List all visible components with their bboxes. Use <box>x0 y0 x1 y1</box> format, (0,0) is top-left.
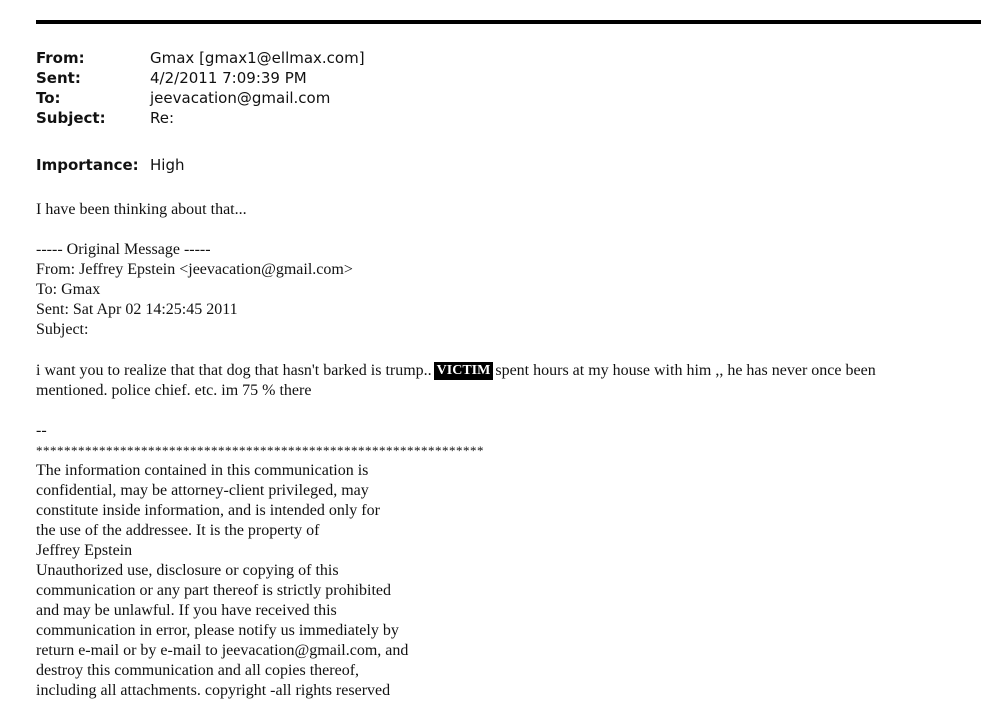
email-header <box>36 48 365 128</box>
disclaimer-line: and may be unlawful. If you have received this <box>36 602 337 619</box>
disclaimer-line: destroy this communication and all copies thereof, <box>36 662 360 679</box>
from-row <box>36 48 365 68</box>
message-body <box>36 361 876 401</box>
disclaimer-line: The information contained in this communication is <box>36 462 369 479</box>
original-divider: ----- Original Message ----- <box>36 241 211 258</box>
disclaimer-line: Unauthorized use, disclosure or copying of this <box>36 562 339 579</box>
subject-row <box>36 108 365 128</box>
message-part-1: i want you to realize that that dog that hasn't barked is trump.. <box>36 362 432 379</box>
signature-block <box>36 421 484 701</box>
subject-value: Re: <box>150 109 175 127</box>
importance-label: Importance: <box>36 156 139 174</box>
original-to: To: Gmax <box>36 281 101 298</box>
disclaimer-line: communication in error, please notify us immediately by <box>36 622 399 639</box>
original-from: From: Jeffrey Epstein <jeevacation@gmail.com> <box>36 261 353 278</box>
reply-text: I have been thinking about that... <box>36 201 247 218</box>
sent-row <box>36 68 365 88</box>
message-line-2: mentioned. police chief. etc. im 75 % there <box>36 382 312 399</box>
to-row <box>36 88 365 108</box>
from-label: From: <box>36 49 85 67</box>
disclaimer-line: the use of the addressee. It is the property of <box>36 522 320 539</box>
redaction-box: VICTIM <box>434 362 494 380</box>
signature-stars: **************************************************************** <box>36 443 484 458</box>
original-subject: Subject: <box>36 321 89 338</box>
disclaimer-line: Jeffrey Epstein <box>36 542 133 559</box>
disclaimer-line: including all attachments. copyright -all rights reserved <box>36 682 391 699</box>
sent-value: 4/2/2011 7:09:39 PM <box>150 69 307 87</box>
disclaimer-line: return e-mail or by e-mail to jeevacation@gmail.com, and <box>36 642 409 659</box>
original-sent: Sent: Sat Apr 02 14:25:45 2011 <box>36 301 238 318</box>
from-value: Gmax [gmax1@ellmax.com] <box>150 49 365 67</box>
disclaimer-line: constitute inside information, and is intended only for <box>36 502 380 519</box>
message-part-2: spent hours at my house with him ,, he has never once been <box>495 362 876 379</box>
message-line-1 <box>36 361 876 381</box>
signature-dashes: -- <box>36 422 47 439</box>
subject-label: Subject: <box>36 109 106 127</box>
disclaimer-line: communication or any part thereof is strictly prohibited <box>36 582 392 599</box>
importance-value: High <box>150 156 185 174</box>
top-rule <box>36 20 981 24</box>
to-value: jeevacation@gmail.com <box>150 89 331 107</box>
original-message <box>36 240 353 340</box>
disclaimer-line: confidential, may be attorney-client privileged, may <box>36 482 369 499</box>
to-label: To: <box>36 89 61 107</box>
importance-row <box>36 155 184 175</box>
sent-label: Sent: <box>36 69 81 87</box>
